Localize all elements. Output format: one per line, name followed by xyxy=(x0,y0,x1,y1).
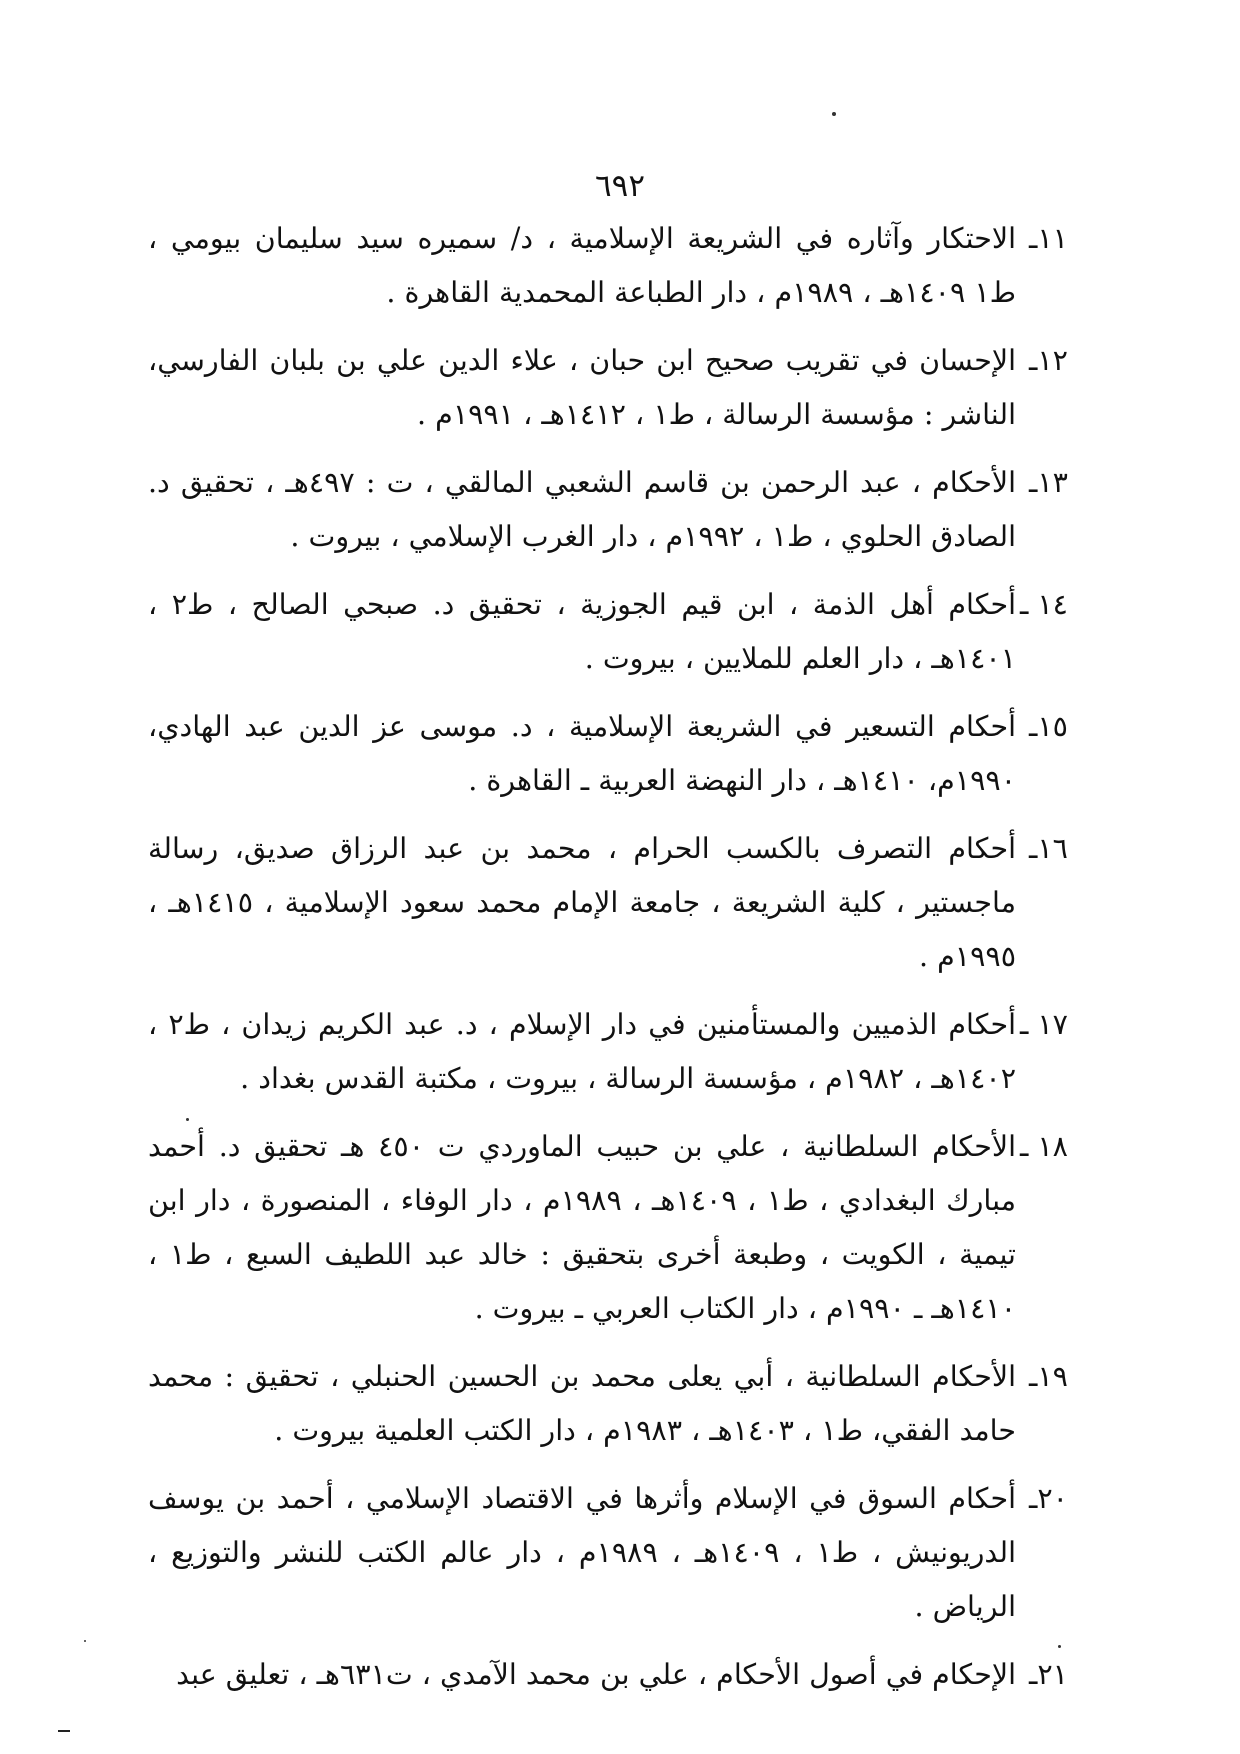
bibliography-entry xyxy=(148,1120,1068,1336)
entry-number: ١٥ـ xyxy=(1029,710,1068,743)
bibliography-entry xyxy=(148,700,1068,808)
entry-text: الأحكام السلطانية ، أبي يعلى محمد بن الحسين الحنبلي ، تحقيق : محمد حامد الفقي، ط١ ، ١٤٠٣هـ ، ١٩٨٣م ، دار الكتب العلمية بيروت . xyxy=(148,1360,1016,1447)
bibliography-entry xyxy=(148,998,1068,1106)
entry-text: أحكام السوق في الإسلام وأثرها في الاقتصاد الإسلامي ، أحمد بن يوسف الدريونيش ، ط١ ، ١٤٠٩هـ ، ١٩٨٩م ، دار عالم الكتب للنشر والتوزيع ، الرياض . xyxy=(148,1482,1016,1623)
bibliography-entry xyxy=(148,578,1068,686)
entry-text: الإحكام في أصول الأحكام ، علي بن محمد الآمدي ، ت٦٣١هـ ، تعليق عبد xyxy=(176,1658,1016,1691)
entry-text: أحكام الذميين والمستأمنين في دار الإسلام ، د. عبد الكريم زيدان ، ط٢ ، ١٤٠٢هـ ، ١٩٨٢م ، مؤسسة الرسالة ، بيروت ، مكتبة القدس بغداد . xyxy=(148,1008,1016,1095)
entry-number: ١٩ـ xyxy=(1029,1360,1068,1393)
entry-text: الأحكام السلطانية ، علي بن حبيب الماوردي ت ٤٥٠ هـ تحقيق د. أحمد مبارك البغدادي ، ط١ ، ١٤٠٩هـ ، ١٩٨٩م ، دار الوفاء ، المنصورة ، دار ابن تيمية ، الكويت ، وطبعة أخرى بتحقيق : خالد عبد اللطيف السبع ، ط١ ، ١٤١٠هـ ـ ١٩٩٠م ، دار الكتاب العربي ـ بيروت . xyxy=(148,1130,1016,1325)
entry-text: أحكام التصرف بالكسب الحرام ، محمد بن عبد الرزاق صديق، رسالة ماجستير ، كلية الشريعة ، جامعة الإمام محمد سعود الإسلامية ، ١٤١٥هـ ، ١٩٩٥م . xyxy=(148,832,1016,973)
bibliography-list xyxy=(148,212,1068,1716)
entry-number: ١٢ـ xyxy=(1029,344,1068,377)
bibliography-entry xyxy=(148,1350,1068,1458)
bibliography-entry xyxy=(148,334,1068,442)
entry-text: أحكام أهل الذمة ، ابن قيم الجوزية ، تحقيق د. صبحي الصالح ، ط٢ ، ١٤٠١هـ ، دار العلم للملايين ، بيروت . xyxy=(148,588,1016,675)
entry-number: ١٤ ـ xyxy=(1019,588,1068,621)
scan-mark xyxy=(58,1730,70,1732)
bibliography-entry xyxy=(148,456,1068,564)
entry-number: ١١ـ xyxy=(1029,222,1068,255)
entry-number: ٢٠ـ xyxy=(1029,1482,1068,1515)
bibliography-entry xyxy=(148,1472,1068,1634)
scan-speck xyxy=(832,112,836,116)
entry-number: ١٣ـ xyxy=(1029,466,1068,499)
entry-number: ٢١ـ xyxy=(1029,1658,1068,1691)
scan-speck xyxy=(84,1640,86,1642)
page-number: ٦٩٢ xyxy=(595,168,645,204)
bibliography-entry xyxy=(148,212,1068,320)
entry-number: ١٨ ـ xyxy=(1019,1130,1068,1163)
entry-text: الاحتكار وآثاره في الشريعة الإسلامية ، د/ سميره سيد سليمان بيومي ، ط١ ١٤٠٩هـ ، ١٩٨٩م ، دار الطباعة المحمدية القاهرة . xyxy=(148,222,1016,309)
bibliography-entry xyxy=(148,822,1068,984)
entry-number: ١٧ ـ xyxy=(1019,1008,1068,1041)
bibliography-entry xyxy=(148,1648,1068,1702)
entry-text: الأحكام ، عبد الرحمن بن قاسم الشعبي المالقي ، ت : ٤٩٧هـ ، تحقيق د. الصادق الحلوي ، ط١ ، ١٩٩٢م ، دار الغرب الإسلامي ، بيروت . xyxy=(148,466,1016,553)
entry-number: ١٦ـ xyxy=(1029,832,1068,865)
entry-text: أحكام التسعير في الشريعة الإسلامية ، د. موسى عز الدين عبد الهادي، ١٩٩٠م، ١٤١٠هـ ، دار النهضة العربية ـ القاهرة . xyxy=(148,710,1016,797)
entry-text: الإحسان في تقريب صحيح ابن حبان ، علاء الدين علي بن بلبان الفارسي، الناشر : مؤسسة الرسالة ، ط١ ، ١٤١٢هـ ، ١٩٩١م . xyxy=(148,344,1016,431)
